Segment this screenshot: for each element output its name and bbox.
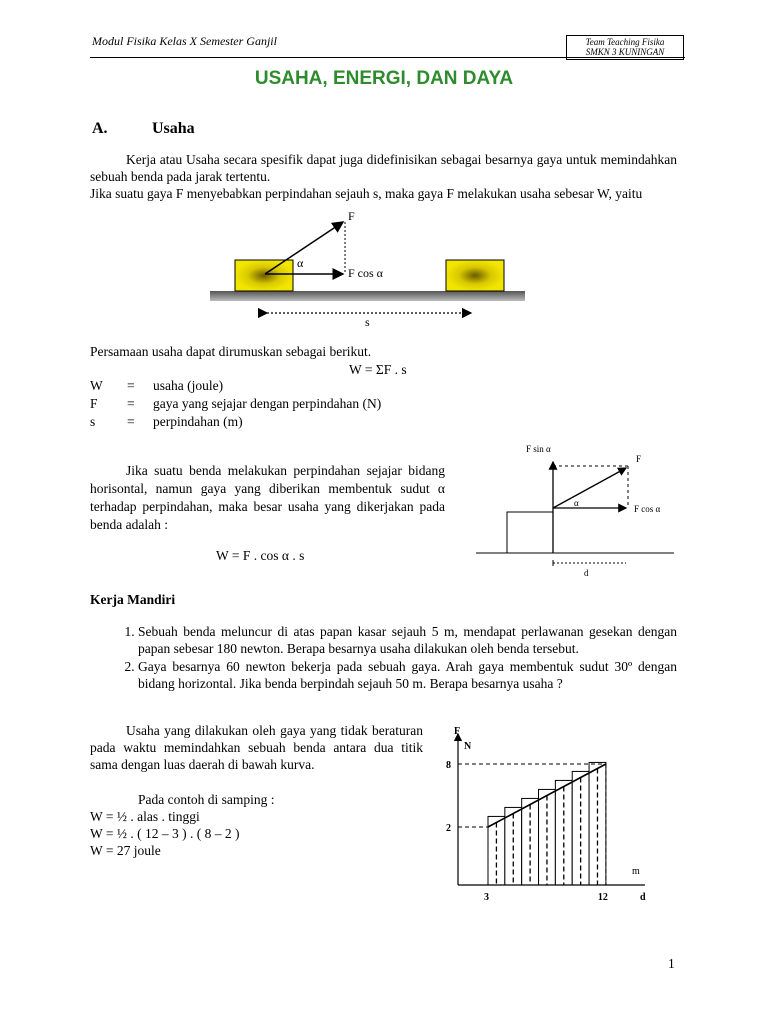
section-label: Usaha: [152, 120, 195, 137]
definition-symbol: s: [90, 414, 96, 429]
formula-intro: Persamaan usaha dapat dirumuskan sebagai berikut.: [90, 344, 372, 359]
definition-row: [90, 377, 381, 395]
section-number: A.: [92, 120, 108, 137]
force-distance-graph: [440, 722, 655, 907]
paragraph-area-under-curve: Usaha yang dilakukan oleh gaya yang tidak beraturan pada waktu memindahkan sebuah benda antara dua titik sama dengan luas daerah di bawah kurva.: [90, 723, 423, 772]
box-end: [446, 260, 504, 291]
definition-list: [90, 377, 381, 431]
label-f-cos-alpha: F cos α: [634, 504, 661, 514]
box-start: [235, 260, 293, 291]
x-tick-label: 3: [484, 892, 489, 903]
definition-equals: =: [127, 414, 135, 429]
kerja-mandiri-heading: Kerja Mandiri: [90, 592, 176, 607]
header-module-title: Modul Fisika Kelas X Semester Ganjil: [92, 34, 277, 48]
y-axis-unit: N: [464, 741, 472, 752]
figure-force-components: [476, 440, 676, 582]
header-team-line2: SMKN 3 KUNINGAN: [585, 47, 665, 57]
exercise-list: [93, 624, 677, 694]
definition-description: gaya yang sejajar dengan perpindahan (N): [153, 396, 382, 411]
label-alpha: α: [297, 256, 304, 270]
page-number: 1: [668, 956, 675, 971]
block: [507, 512, 553, 553]
example-line-3: W = 27 joule: [90, 843, 161, 858]
label-f: F: [348, 209, 355, 223]
label-f-sin-alpha: F sin α: [526, 444, 551, 454]
page-title: USAHA, ENERGI, DAN DAYA: [254, 68, 514, 89]
y-axis-label: F: [454, 726, 461, 737]
exercise-item: 2. Gaya besarnya 60 newton bekerja pada sebuah gaya. Arah gaya membentuk sudut 30º dengan bidang horizontal. Jika benda berpindah sejauh 50 m. Berapa besarnya usaha ?: [138, 659, 677, 692]
paragraph-definition: Kerja atau Usaha secara spesifik dapat juga didefinisikan sebagai besarnya gaya untuk memindahkan sebuah benda pada jarak tertentu.: [90, 152, 677, 184]
x-tick-label: 12: [597, 892, 608, 903]
label-f-cos-alpha: F cos α: [348, 266, 383, 280]
paragraph-force: Jika suatu gaya F menyebabkan perpindahan sejauh s, maka gaya F melakukan usaha sebesar W, yaitu: [90, 186, 643, 201]
header-team-line1: Team Teaching Fisika: [585, 37, 665, 47]
force-vector: [553, 468, 626, 508]
label-s: s: [365, 315, 370, 329]
definition-row: [90, 395, 381, 413]
definition-equals: =: [127, 396, 135, 411]
example-line-1: W = ½ . alas . tinggi: [90, 809, 200, 824]
header-divider: [90, 57, 685, 58]
x-axis-label: d: [640, 892, 646, 903]
y-tick-label: 2: [446, 823, 451, 834]
figure-work-boxes: [205, 208, 535, 333]
x-axis-unit: m: [632, 866, 640, 877]
paragraph-angled-force: Jika suatu benda melakukan perpindahan sejajar bidang horisontal, namun gaya yang diberikan membentuk sudut α terhadap perpindahan, maka besar usaha yang dikerjakan pada benda adalah :: [90, 463, 445, 532]
example-line-2: W = ½ . ( 12 – 3 ) . ( 8 – 2 ): [90, 826, 240, 841]
force-vector: [265, 222, 343, 274]
floor-surface: [210, 291, 525, 301]
definition-symbol: F: [90, 396, 98, 411]
formula-work-sum: W = ΣF . s: [349, 362, 407, 377]
section-heading: [92, 120, 195, 138]
formula-work-cos: W = F . cos α . s: [216, 548, 305, 563]
definition-description: usaha (joule): [153, 378, 224, 393]
definition-symbol: W: [90, 378, 103, 393]
exercise-item: 1. Sebuah benda meluncur di atas papan kasar sejauh 5 m, mendapat perlawanan gesekan dengan papan sebesar 180 newton. Berapa besarnya usaha dilakukan oleh benda tersebut.: [138, 624, 677, 657]
definition-description: perpindahan (m): [153, 414, 243, 429]
label-d: d: [584, 568, 589, 578]
y-tick-label: 8: [446, 760, 451, 771]
definition-equals: =: [127, 378, 135, 393]
label-f: F: [636, 454, 642, 464]
label-alpha: α: [574, 498, 579, 508]
example-intro: Pada contoh di samping :: [138, 792, 275, 807]
definition-row: [90, 413, 381, 431]
